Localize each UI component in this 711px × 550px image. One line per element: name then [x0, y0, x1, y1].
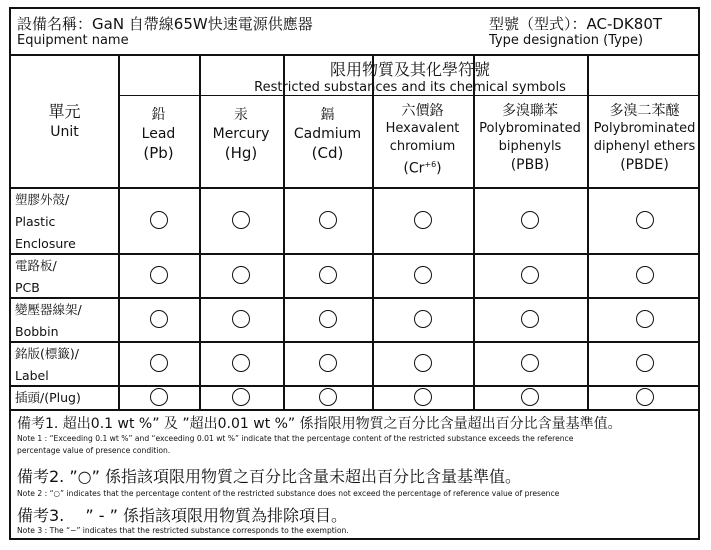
compliance-circle — [319, 354, 337, 372]
row-divider — [11, 341, 698, 343]
compliance-circle — [414, 266, 432, 284]
compliance-circle — [636, 211, 654, 229]
unit-cn: 單元 — [48, 102, 81, 121]
note-3-cn: 備考3. ” - ” 係指該項限用物質為排除項目。 — [17, 506, 347, 525]
note-1-en-a: Note 1 : “Exceeding 0.1 wt %” and “exceeding 0.01 wt %” indicate that the percentage content of the restricted substance exceeds the reference — [17, 434, 574, 443]
row-divider — [11, 297, 698, 299]
substance-en: chromium — [389, 139, 456, 154]
substance-cn: 鎘 — [320, 107, 335, 123]
compliance-circle — [232, 266, 250, 284]
row-label-bobbin: 變壓器線架/ Bobbin — [15, 302, 82, 339]
compliance-circle — [150, 388, 168, 406]
compliance-circle — [636, 354, 654, 372]
restricted-cn: 限用物質及其化學符號 — [329, 60, 490, 79]
compliance-circle — [319, 388, 337, 406]
note-2-cn: 備考2. ”○” 係指該項限用物質之百分比含量未超出百分比含量基準值。 — [17, 467, 521, 486]
compliance-circle — [636, 388, 654, 406]
compliance-circle — [414, 388, 432, 406]
compliance-circle — [521, 266, 539, 284]
note-1-cn: 備考1. 超出0.1 wt %” 及 ”超出0.01 wt %” 係指限用物質之百分比含量超出百分比含量基準值。 — [17, 416, 622, 432]
compliance-circle — [414, 354, 432, 372]
compliance-circle — [636, 310, 654, 328]
substance-en: Mercury — [212, 126, 270, 142]
row-divider — [11, 385, 698, 387]
row-label-pcb: 電路板/ PCB — [15, 258, 57, 295]
equipment-name-cn: 設備名稱：GaN 自帶線65W快速電源供應器 — [17, 15, 313, 33]
substance-cn: 多溴聯苯 — [502, 103, 558, 119]
compliance-circle — [521, 211, 539, 229]
equipment-name-en: Equipment name — [17, 33, 129, 48]
substance-symbol: (PBB) — [510, 157, 550, 173]
substance-mercury — [199, 106, 283, 163]
compliance-circle — [232, 310, 250, 328]
note-3-en: Note 3 : The “−” indicates that the restricted substance corresponds to the exemption. — [17, 526, 349, 535]
type-designation-en: Type designation (Type) — [489, 33, 644, 48]
substance-cn: 多溴二苯醚 — [609, 103, 680, 119]
substance-hexavalent-chromium — [372, 102, 473, 178]
compliance-circle — [521, 354, 539, 372]
substance-cn: 汞 — [234, 107, 248, 123]
substance-en: biphenyls — [498, 139, 562, 154]
row-divider — [11, 187, 698, 189]
substance-table — [11, 54, 698, 409]
substance-symbol: (Cd) — [311, 144, 344, 162]
compliance-circle — [232, 211, 250, 229]
compliance-circle — [319, 266, 337, 284]
compliance-circle — [319, 211, 337, 229]
compliance-circle — [636, 266, 654, 284]
compliance-circle — [521, 388, 539, 406]
substance-pbb — [473, 102, 587, 174]
compliance-circle — [232, 388, 250, 406]
substance-symbol: (Pb) — [143, 144, 174, 162]
compliance-circle — [150, 310, 168, 328]
row-label-enclosure: 塑膠外殼/ Plastic Enclosure — [15, 192, 76, 251]
unit-en: Unit — [50, 124, 79, 140]
substance-en: diphenyl ethers — [593, 139, 696, 154]
compliance-circle — [319, 310, 337, 328]
note-2-en: Note 2 : “○” indicates that the percentage content of the restricted substance does not exceed the percentage of reference value of presence — [17, 489, 560, 498]
compliance-circle — [150, 354, 168, 372]
notes-divider — [11, 409, 698, 411]
type-designation-cn: 型號（型式）：AC-DK80T — [489, 15, 663, 33]
compliance-circle — [521, 310, 539, 328]
row-label-plug: 插頭/(Plug) — [15, 390, 81, 405]
substance-cadmium — [283, 106, 372, 163]
substance-en: Lead — [141, 126, 176, 142]
restricted-en: Restricted substances and its chemical symbols — [254, 80, 566, 95]
row-divider — [11, 253, 698, 255]
substance-en: Polybrominated — [479, 121, 581, 136]
substance-en: Cadmium — [293, 126, 362, 142]
note-1-en-b: percentage value of presence condition. — [17, 446, 171, 455]
compliance-circle — [414, 310, 432, 328]
substance-pbde — [587, 102, 702, 174]
restricted-header — [118, 57, 702, 95]
substance-cn: 六價鉻 — [401, 103, 444, 119]
compliance-circle — [150, 266, 168, 284]
compliance-circle — [232, 354, 250, 372]
compliance-circle — [150, 211, 168, 229]
substance-en: Hexavalent — [385, 121, 460, 136]
substance-symbol: (PBDE) — [620, 157, 669, 173]
unit-header — [11, 99, 118, 140]
substance-lead — [118, 106, 199, 163]
substance-symbol: (Hg) — [224, 144, 258, 162]
rohs-declaration-sheet — [9, 7, 700, 540]
row-label-label: 銘版(標籤)/ Label — [15, 346, 79, 383]
substance-symbol: $(Cr^{+6})$ — [403, 160, 442, 177]
restricted-divider — [118, 95, 698, 96]
substance-cn: 鉛 — [151, 107, 166, 123]
substance-en: Polybrominated — [593, 121, 696, 136]
compliance-circle — [414, 211, 432, 229]
